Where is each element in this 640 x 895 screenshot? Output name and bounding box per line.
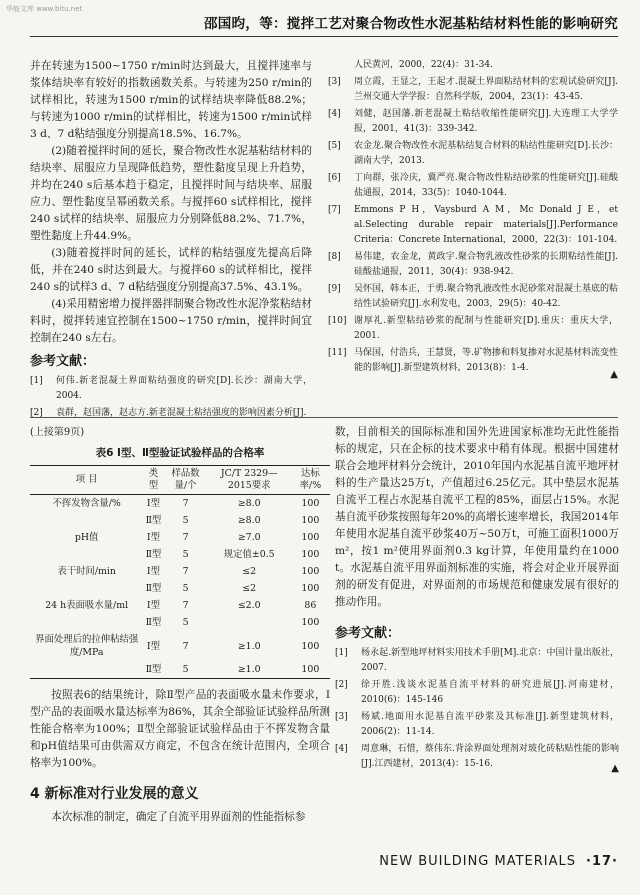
cell-count: 5 (182, 549, 189, 560)
reference-text: 何伟.新老混凝土界面粘结强度的研究[D].长沙：湖南大学，2004. (56, 376, 312, 401)
header-requirement: JC/T 2329—2015要求 (220, 468, 278, 491)
end-mark-icon: ▲ (610, 369, 618, 380)
reference-item (335, 710, 619, 740)
cell-requirement: ≤2 (242, 566, 257, 577)
cell-count: 7 (182, 600, 189, 611)
cell-rate: 100 (301, 549, 320, 560)
article-divider (30, 417, 618, 418)
reference-text: 马保国，付浩兵，王慧贤，等.矿物掺和料复掺对水泥基材料流变性能的影响[J].新型建筑材料，2013(8)：1-4. (354, 348, 618, 373)
reference-number: [5] (328, 141, 341, 151)
reference-text: 杨永起.新型地坪材料实用技术手册[M].北京：中国计量出版社，2007. (361, 648, 619, 673)
section-4-continued-paragraph: 数，目前相关的国际标准和国外先进国家标准均无此性能指标的规定，只在企标的技术要求中稍有体现。根据中国建材联合会地坪材料分会统计，2010年国内水泥基自流平地坪材料的生产量达25万t，产值超过6.25亿元。其中垫层水泥基自流平工程占水泥基自流平工程的85%，面层占15%。水泥基自流平砂浆按照每年20%的高增长速率增长，我国2014年年使用水泥基自流平砂浆40万~50万t，可施工面积1000万m²，按1 m²使用界面剂0.3 kg计算，年使用量约在1000 t。水泥基自流平用界面剂标准的实施，将会对企业开展界面剂的研发有促进，对界面剂的市场规范和健康发展有很好的推动作用。 (335, 426, 619, 608)
reference-item (328, 203, 618, 248)
cell-requirement: ≤2.0 (237, 600, 261, 611)
top-right-column (328, 58, 618, 383)
journal-name: NEW BUILDING MATERIALS (379, 854, 577, 869)
running-head: 邵国昀，等：搅拌工艺对聚合物改性水泥基粘结材料性能的影响研究 (204, 16, 618, 32)
cell-rate: 100 (301, 583, 320, 594)
cell-requirement: ≤2 (242, 583, 257, 594)
cell-count: 7 (182, 532, 189, 543)
reference-item (328, 346, 618, 376)
section-4-title: 4 新标准对行业发展的意义 (30, 786, 199, 802)
reference-number: [8] (328, 252, 341, 262)
continued-note: (上接第9页) (30, 427, 85, 438)
conclusion-paragraph-4: (4)采用精密增力搅拌器拌制聚合物改性水泥净浆粘结材料时，搅拌转速宜控制在1500~1750 r/min，搅拌时间宜控制在240 s左右。 (30, 298, 312, 344)
cell-count: 5 (182, 515, 189, 526)
table-row (30, 512, 330, 529)
cell-requirement: ≥1.0 (237, 664, 261, 675)
table-row (30, 546, 330, 563)
reference-item (328, 282, 618, 312)
cell-count: 5 (182, 617, 189, 628)
cell-requirement: ≥8.0 (237, 498, 261, 509)
table-row (30, 631, 330, 661)
reference-number: [2] (30, 408, 43, 418)
cell-type: Ⅰ型 (146, 566, 160, 577)
reference-list (30, 374, 312, 421)
reference-item (30, 374, 312, 404)
reference-item (328, 58, 618, 73)
reference-item (335, 742, 619, 772)
cell-requirement: 规定值±0.5 (223, 549, 275, 560)
reference-number: [9] (328, 284, 341, 294)
conclusion-paragraph-3: (3)随着搅拌时间的延长，试样的粘结强度先提高后降低，并在240 s时达到最大。与搅拌60 s的试样相比，搅拌240 s的试样3 d、7 d粘结强度分别提高37.5%、43.1%。 (30, 247, 312, 293)
table-row (30, 661, 330, 679)
reference-text: Emmons P H，Vaysburd A M，Mc Donald J E，et al.Selecting durable repair materials[J].Performance Criteria：Concrete International，2000，22(3)：101-104. (354, 205, 618, 245)
header-item: 项 目 (75, 474, 98, 485)
reference-text: 易伟建，农金龙，黄政宇.聚合物乳液改性砂浆的长期粘结性能[J].硅酸盐通报，2011，30(4)：938-942. (354, 252, 618, 277)
top-left-column (30, 58, 312, 423)
cell-item (30, 661, 143, 679)
cell-rate: 100 (301, 532, 320, 543)
cell-type: Ⅰ型 (146, 640, 160, 652)
reference-number: [2] (335, 680, 348, 690)
conclusion-paragraph-2: (2)随着搅拌时间的延长，聚合物改性水泥基粘结材料的结块率、屈服应力呈现降低趋势，塑性黏度呈现上升趋势，并均在240 s后基本趋于稳定，且搅拌时间与结块率、屈服应力、塑性黏度呈幂函数关系。与搅拌60 s试样相比，搅拌240 s试样的结块率、屈服应力分别降低88.2%、71.7%，塑性黏度上升44.9%。 (30, 145, 312, 242)
bottom-left-column (30, 424, 330, 826)
reference-text: 杨斌.地面用水泥基自流平砂浆及其标准[J].新型建筑材料，2006(2)：11-14. (361, 712, 619, 737)
reference-text: 吴怀国，韩本正，于勇.聚合物乳液改性水泥砂浆对混凝土基底的粘结性试验研究[J].水利发电，2003，29(5)：40-42. (354, 284, 618, 309)
cell-item: 表干时间/min (57, 566, 116, 577)
cell-rate: 100 (301, 664, 320, 675)
cell-item (30, 546, 143, 563)
cell-type: Ⅱ型 (145, 617, 162, 628)
table-row (30, 563, 330, 580)
cell-type: Ⅱ型 (145, 515, 162, 526)
cell-count: 5 (182, 664, 189, 675)
cell-count: 7 (182, 640, 189, 652)
cell-type: Ⅰ型 (146, 532, 160, 543)
cell-rate: 100 (301, 498, 320, 509)
cell-item: 24 h表面吸水量/ml (45, 600, 129, 611)
reference-number: [10] (328, 316, 347, 326)
reference-item (30, 406, 312, 421)
table-row (30, 580, 330, 597)
references-heading: 参考文献： (30, 354, 96, 369)
qualification-table (30, 465, 330, 679)
cell-type: Ⅱ型 (145, 583, 162, 594)
reference-text: 周立霞，王显之，王起才.混凝土界面粘结材料的宏观试验研究[J].兰州交通大学学报：自然科学版，2004，23(1)：43-45. (354, 77, 618, 102)
reference-item (328, 107, 618, 137)
reference-number: [1] (30, 376, 43, 386)
page-footer (379, 854, 618, 869)
reference-number: [4] (328, 109, 341, 119)
cell-rate: 100 (301, 515, 320, 526)
cell-item (30, 614, 143, 631)
table-summary-paragraph: 按照表6的结果统计，除Ⅱ型产品的表面吸水量未作要求，Ⅰ型产品的表面吸水量达标率为86%，其余全部验证试验样品所测性能合格率为100%；Ⅱ型全部验证试验样品由于不挥发物含量和pH值结果可由供需双方商定，不包含在统计范围内，全项合格率为100%。 (30, 689, 330, 769)
reference-text: 人民黄河，2000，22(4)：31-34. (354, 60, 493, 70)
reference-number (328, 58, 354, 73)
cell-item: pH值 (74, 532, 99, 543)
cell-rate: 100 (301, 640, 320, 652)
cell-type: Ⅰ型 (146, 498, 160, 509)
table-caption: 表6 Ⅰ型、Ⅱ型验证试验样品的合格率 (95, 447, 265, 459)
cell-requirement (208, 614, 291, 631)
cell-requirement: ≥8.0 (237, 515, 261, 526)
reference-item (328, 139, 618, 169)
reference-number: [6] (328, 173, 341, 183)
cell-rate: 100 (301, 617, 320, 628)
reference-text: 周意琳，石惜，蔡伟东.背涂界面处理剂对玻化砖粘贴性能的影响[J].江西建材，2013(4)：15-16. (361, 744, 619, 769)
reference-item (328, 250, 618, 280)
cell-count: 7 (182, 498, 189, 509)
reference-list-2 (335, 646, 619, 772)
watermark: 华能文库 www.bitu.net (6, 5, 83, 13)
reference-text: 谢厚礼.新型粘结砂浆的配制与性能研究[D].重庆：重庆大学，2001. (354, 316, 618, 341)
end-mark-icon: ▲ (611, 763, 619, 774)
table-header-row (30, 466, 330, 495)
cell-item (30, 512, 143, 529)
reference-list-continued (328, 58, 618, 378)
cell-count: 7 (182, 566, 189, 577)
reference-number: [7] (328, 205, 341, 215)
header-count: 样品数量/个 (171, 468, 200, 491)
reference-number: [1] (335, 648, 348, 658)
cell-item: 不挥发物含量/% (52, 498, 121, 509)
reference-number: [3] (328, 77, 341, 87)
reference-text: 农金龙.聚合物改性水泥基粘结复合材料的粘结性能研究[D].长沙：湖南大学，2013. (354, 141, 618, 166)
bottom-right-column (335, 424, 619, 777)
reference-item (328, 314, 618, 344)
references-heading-2: 参考文献： (335, 626, 401, 641)
reference-text: 袁群，赵国藩，赵志方.新老混凝土粘结强度的影响因素分析[J]. (56, 408, 307, 418)
cell-item: 界面处理后的拉伸粘结强度/MPa (35, 634, 139, 658)
header-rate: 达标率/% (299, 468, 322, 491)
cell-requirement: ≥7.0 (237, 532, 261, 543)
cell-count: 5 (182, 583, 189, 594)
conclusion-paragraph-1: 并在转速为1500~1750 r/min时达到最大，且搅拌速率与浆体结块率有较好的指数函数关系。与转速为250 r/min的试样相比，转速为1500 r/min的试样结块率降低88.2%；与转速为1000 r/min的试样相比，转速为1500 r/min试样3 d、7 d粘结强度分别提高18.5%、16.7%。 (30, 60, 312, 140)
table-row (30, 597, 330, 614)
cell-rate: 86 (304, 600, 317, 611)
table-row (30, 495, 330, 513)
reference-number: [3] (335, 712, 348, 722)
cell-item (30, 580, 143, 597)
reference-item (335, 646, 619, 676)
table-row (30, 529, 330, 546)
cell-type: Ⅰ型 (146, 600, 160, 611)
cell-rate: 100 (301, 566, 320, 577)
reference-item (328, 75, 618, 105)
cell-requirement: ≥1.0 (237, 640, 261, 652)
header-type: 类型 (148, 468, 159, 491)
cell-type: Ⅱ型 (145, 549, 162, 560)
reference-text: 丁向群，张冷庆，冀严亮.聚合物改性粘结砂浆的性能研究[J].硅酸盐通报，2014，33(5)：1040-1044. (354, 173, 618, 198)
reference-text: 徐开胜.浅谈水泥基自流平材料的研究进展[J].河南建材，2010(6)：145-146 (361, 680, 619, 705)
section-4-paragraph: 本次标准的制定，确定了自流平用界面剂的性能指标参 (51, 811, 306, 823)
table-row (30, 614, 330, 631)
reference-item (335, 678, 619, 708)
cell-type: Ⅱ型 (145, 664, 162, 675)
header-rule (30, 36, 618, 37)
reference-number: [4] (335, 744, 348, 754)
reference-item (328, 171, 618, 201)
reference-text: 刘健，赵国藩.新老混凝土粘结收缩性能研究[J].大连理工大学学报，2001，41(3)：339-342. (354, 109, 618, 134)
page-number: ·17· (586, 854, 618, 869)
reference-number: [11] (328, 348, 347, 358)
